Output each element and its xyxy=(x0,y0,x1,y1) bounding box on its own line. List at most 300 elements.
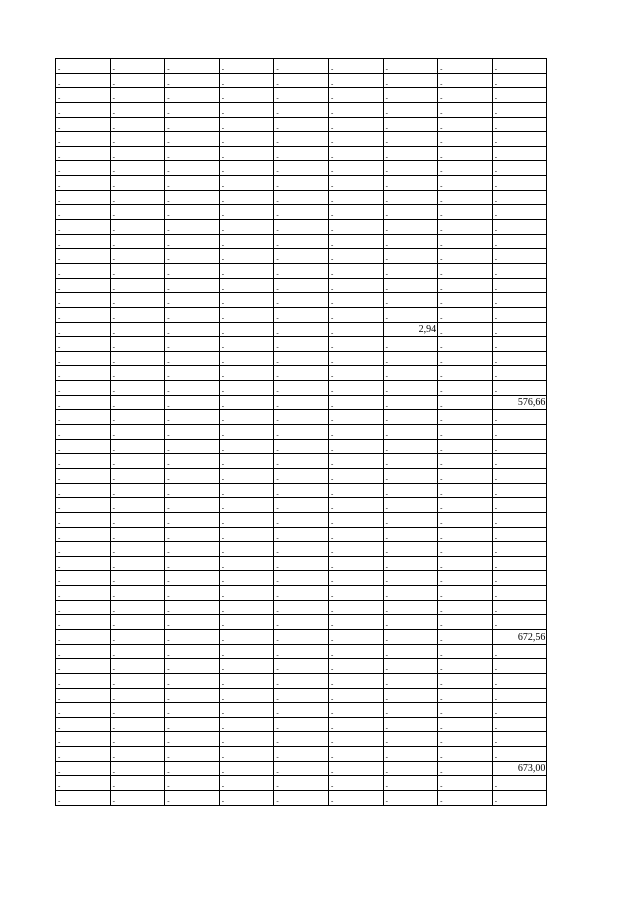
table-cell xyxy=(492,73,547,88)
table-cell xyxy=(56,468,111,483)
cell-dash: - xyxy=(276,518,279,527)
table-cell xyxy=(165,732,220,747)
cell-dash: - xyxy=(494,679,498,688)
table-cell xyxy=(274,761,329,776)
table-cell xyxy=(165,366,220,381)
cell-dash: - xyxy=(385,138,388,147)
table-cell xyxy=(383,673,438,688)
table-cell xyxy=(328,556,383,571)
cell-dash: - xyxy=(276,753,279,762)
cell-dash: - xyxy=(112,167,115,176)
cell-dash: - xyxy=(440,152,443,161)
table-cell xyxy=(56,73,111,88)
cell-dash: - xyxy=(167,182,170,191)
table-cell xyxy=(492,717,547,732)
cell-dash: - xyxy=(221,196,225,205)
table-cell xyxy=(438,425,493,440)
cell-dash: - xyxy=(494,474,498,483)
cell-dash: - xyxy=(330,723,334,732)
table-cell xyxy=(492,366,547,381)
cell-dash: - xyxy=(440,284,443,293)
cell-dash: - xyxy=(440,621,443,630)
table-row xyxy=(56,366,547,381)
cell-dash: - xyxy=(167,196,170,205)
cell-dash: - xyxy=(112,592,115,601)
cell-dash: - xyxy=(330,211,334,220)
cell-dash: - xyxy=(167,782,170,791)
table-cell xyxy=(492,556,547,571)
table-cell xyxy=(110,351,165,366)
cell-dash: - xyxy=(276,460,279,469)
cell-dash: - xyxy=(440,694,443,703)
table-cell xyxy=(328,190,383,205)
table-cell xyxy=(110,132,165,147)
table-cell xyxy=(383,776,438,791)
cell-dash: - xyxy=(276,533,279,542)
cell-dash: - xyxy=(276,313,279,322)
table-row xyxy=(56,673,547,688)
cell-dash: - xyxy=(440,533,443,542)
table-cell xyxy=(438,791,493,806)
cell-dash: - xyxy=(330,665,334,674)
table-cell xyxy=(165,776,220,791)
table-cell xyxy=(219,249,274,264)
cell-dash: - xyxy=(167,679,170,688)
cell-dash: - xyxy=(440,65,443,73)
table-cell xyxy=(492,776,547,791)
cell-dash: - xyxy=(440,255,443,264)
cell-dash: - xyxy=(58,269,61,278)
table-cell xyxy=(383,322,438,337)
cell-dash: - xyxy=(58,533,61,542)
table-cell xyxy=(56,644,111,659)
cell-dash: - xyxy=(58,343,61,352)
table-cell xyxy=(383,307,438,322)
table-cell xyxy=(492,629,547,644)
cell-dash: - xyxy=(276,226,279,235)
table-cell xyxy=(438,468,493,483)
table-cell xyxy=(165,586,220,601)
cell-dash: - xyxy=(221,167,225,176)
cell-dash: - xyxy=(167,284,170,293)
cell-dash: - xyxy=(330,782,334,791)
table-cell xyxy=(165,703,220,718)
table-cell xyxy=(274,776,329,791)
table-cell xyxy=(274,395,329,410)
cell-dash: - xyxy=(330,182,334,191)
table-cell xyxy=(492,146,547,161)
table-row xyxy=(56,190,547,205)
table-cell xyxy=(438,307,493,322)
cell-dash: - xyxy=(494,182,498,191)
table-cell xyxy=(219,454,274,469)
cell-dash: - xyxy=(276,152,279,161)
table-cell xyxy=(219,483,274,498)
cell-dash: - xyxy=(385,94,388,103)
cell-dash: - xyxy=(385,504,388,513)
cell-dash: - xyxy=(221,416,225,425)
cell-dash: - xyxy=(167,211,170,220)
cell-dash: - xyxy=(221,592,225,601)
cell-dash: - xyxy=(58,782,61,791)
table-cell xyxy=(110,161,165,176)
cell-dash: - xyxy=(440,445,443,454)
table-cell xyxy=(274,586,329,601)
table-cell xyxy=(383,747,438,762)
table-row xyxy=(56,629,547,644)
table-cell xyxy=(274,717,329,732)
cell-dash: - xyxy=(112,387,115,396)
table-cell xyxy=(56,278,111,293)
table-cell xyxy=(165,483,220,498)
table-cell xyxy=(165,249,220,264)
cell-dash: - xyxy=(58,592,61,601)
table-cell xyxy=(274,791,329,806)
cell-dash: - xyxy=(385,372,388,381)
table-cell xyxy=(219,117,274,132)
table-cell xyxy=(219,307,274,322)
table-cell xyxy=(438,293,493,308)
cell-dash: - xyxy=(385,665,388,674)
cell-dash: - xyxy=(112,679,115,688)
table-cell xyxy=(328,381,383,396)
table-cell xyxy=(383,498,438,513)
cell-value: 2,94 xyxy=(418,324,437,336)
cell-dash: - xyxy=(440,650,443,659)
cell-dash: - xyxy=(276,416,279,425)
table-cell xyxy=(274,220,329,235)
cell-dash: - xyxy=(385,167,388,176)
table-cell xyxy=(383,717,438,732)
table-cell xyxy=(56,249,111,264)
table-cell xyxy=(56,571,111,586)
cell-dash: - xyxy=(440,431,443,440)
cell-dash: - xyxy=(440,387,443,396)
table-cell xyxy=(438,659,493,674)
cell-dash: - xyxy=(385,284,388,293)
cell-dash: - xyxy=(221,94,225,103)
table-cell xyxy=(219,395,274,410)
table-cell xyxy=(383,220,438,235)
table-cell xyxy=(165,556,220,571)
cell-dash: - xyxy=(440,416,443,425)
cell-dash: - xyxy=(58,504,61,513)
cell-dash: - xyxy=(58,167,61,176)
cell-dash: - xyxy=(112,269,115,278)
table-cell xyxy=(219,351,274,366)
table-cell xyxy=(219,688,274,703)
cell-dash: - xyxy=(167,167,170,176)
table-cell xyxy=(219,747,274,762)
table-cell xyxy=(383,381,438,396)
cell-dash: - xyxy=(385,679,388,688)
cell-dash: - xyxy=(330,431,334,440)
table-cell xyxy=(328,673,383,688)
table-cell xyxy=(383,600,438,615)
table-row xyxy=(56,483,547,498)
table-cell xyxy=(56,263,111,278)
table-row xyxy=(56,161,547,176)
cell-dash: - xyxy=(276,182,279,191)
table-row xyxy=(56,454,547,469)
table-cell xyxy=(165,571,220,586)
cell-dash: - xyxy=(167,533,170,542)
table-cell xyxy=(438,59,493,74)
table-cell xyxy=(328,220,383,235)
table-cell xyxy=(110,263,165,278)
cell-dash: - xyxy=(440,108,443,117)
table-cell xyxy=(383,571,438,586)
table-cell xyxy=(438,527,493,542)
cell-dash: - xyxy=(494,196,498,205)
table-cell xyxy=(383,146,438,161)
table-cell xyxy=(110,542,165,557)
table-cell xyxy=(110,659,165,674)
table-cell xyxy=(56,586,111,601)
table-cell xyxy=(328,629,383,644)
table-cell xyxy=(328,586,383,601)
table-row xyxy=(56,425,547,440)
table-cell xyxy=(383,732,438,747)
table-cell xyxy=(328,132,383,147)
table-cell xyxy=(165,220,220,235)
cell-dash: - xyxy=(221,650,225,659)
table-cell xyxy=(328,73,383,88)
cell-dash: - xyxy=(330,313,334,322)
cell-dash: - xyxy=(440,753,443,762)
cell-dash: - xyxy=(330,635,334,644)
table-cell xyxy=(492,586,547,601)
table-cell xyxy=(328,717,383,732)
cell-dash: - xyxy=(440,328,443,337)
table-cell xyxy=(492,132,547,147)
cell-dash: - xyxy=(112,753,115,762)
table-row xyxy=(56,688,547,703)
cell-dash: - xyxy=(58,138,61,147)
cell-dash: - xyxy=(385,65,388,73)
table-cell xyxy=(383,337,438,352)
cell-dash: - xyxy=(440,182,443,191)
table-cell xyxy=(110,73,165,88)
cell-dash: - xyxy=(440,299,443,308)
cell-dash: - xyxy=(112,401,115,410)
table-cell xyxy=(110,600,165,615)
cell-dash: - xyxy=(167,577,170,586)
cell-dash: - xyxy=(276,665,279,674)
cell-dash: - xyxy=(440,460,443,469)
table-cell xyxy=(383,527,438,542)
cell-dash: - xyxy=(494,753,498,762)
cell-dash: - xyxy=(276,431,279,440)
table-cell xyxy=(110,717,165,732)
cell-dash: - xyxy=(58,79,61,88)
cell-dash: - xyxy=(112,650,115,659)
table-cell xyxy=(328,791,383,806)
cell-dash: - xyxy=(440,562,443,571)
table-cell xyxy=(492,337,547,352)
cell-dash: - xyxy=(440,94,443,103)
cell-dash: - xyxy=(58,240,61,249)
table-cell xyxy=(328,703,383,718)
table-row xyxy=(56,586,547,601)
cell-dash: - xyxy=(440,401,443,410)
table-row xyxy=(56,644,547,659)
cell-dash: - xyxy=(221,152,225,161)
table-cell xyxy=(383,234,438,249)
cell-dash: - xyxy=(221,401,225,410)
cell-dash: - xyxy=(330,767,334,776)
table-cell xyxy=(56,322,111,337)
cell-dash: - xyxy=(330,255,334,264)
table-cell xyxy=(219,600,274,615)
table-cell xyxy=(110,425,165,440)
cell-dash: - xyxy=(330,343,334,352)
table-cell xyxy=(56,205,111,220)
cell-dash: - xyxy=(112,782,115,791)
cell-dash: - xyxy=(221,797,225,806)
table-cell xyxy=(492,351,547,366)
table-cell xyxy=(56,395,111,410)
cell-dash: - xyxy=(494,504,498,513)
cell-dash: - xyxy=(112,284,115,293)
table-cell xyxy=(383,644,438,659)
table-row xyxy=(56,176,547,191)
cell-dash: - xyxy=(385,211,388,220)
table-row xyxy=(56,747,547,762)
table-cell xyxy=(492,278,547,293)
table-cell xyxy=(438,132,493,147)
cell-dash: - xyxy=(112,533,115,542)
table-cell xyxy=(383,263,438,278)
table-cell xyxy=(110,512,165,527)
table-cell xyxy=(56,454,111,469)
cell-dash: - xyxy=(112,226,115,235)
cell-dash: - xyxy=(276,723,279,732)
table-cell xyxy=(438,351,493,366)
table-cell xyxy=(438,512,493,527)
cell-dash: - xyxy=(276,738,279,747)
cell-dash: - xyxy=(385,709,388,718)
table-row xyxy=(56,542,547,557)
table-cell xyxy=(274,468,329,483)
cell-dash: - xyxy=(167,416,170,425)
cell-dash: - xyxy=(330,387,334,396)
table-cell xyxy=(328,322,383,337)
table-cell xyxy=(383,176,438,191)
table-cell xyxy=(492,263,547,278)
cell-dash: - xyxy=(330,679,334,688)
table-cell xyxy=(56,117,111,132)
table-cell xyxy=(219,381,274,396)
cell-dash: - xyxy=(494,621,498,630)
cell-dash: - xyxy=(494,313,498,322)
cell-dash: - xyxy=(167,650,170,659)
table-cell xyxy=(56,59,111,74)
table-cell xyxy=(438,322,493,337)
table-cell xyxy=(56,337,111,352)
cell-dash: - xyxy=(330,79,334,88)
table-cell xyxy=(110,527,165,542)
cell-dash: - xyxy=(58,650,61,659)
table-cell xyxy=(492,747,547,762)
table-row xyxy=(56,512,547,527)
table-cell xyxy=(165,761,220,776)
cell-dash: - xyxy=(58,431,61,440)
table-cell xyxy=(274,132,329,147)
table-cell xyxy=(165,425,220,440)
cell-dash: - xyxy=(112,328,115,337)
table-row xyxy=(56,761,547,776)
table-cell xyxy=(165,234,220,249)
table-row xyxy=(56,717,547,732)
cell-dash: - xyxy=(330,621,334,630)
cell-dash: - xyxy=(221,328,225,337)
table-cell xyxy=(165,644,220,659)
cell-dash: - xyxy=(276,767,279,776)
cell-dash: - xyxy=(440,372,443,381)
cell-dash: - xyxy=(58,94,61,103)
table-cell xyxy=(328,278,383,293)
cell-dash: - xyxy=(385,431,388,440)
table-cell xyxy=(328,659,383,674)
cell-dash: - xyxy=(330,416,334,425)
cell-dash: - xyxy=(221,269,225,278)
cell-dash: - xyxy=(167,460,170,469)
table-cell xyxy=(56,439,111,454)
table-row xyxy=(56,498,547,513)
table-cell xyxy=(438,586,493,601)
cell-dash: - xyxy=(58,694,61,703)
cell-dash: - xyxy=(58,606,61,615)
cell-dash: - xyxy=(385,299,388,308)
cell-dash: - xyxy=(167,123,170,132)
cell-dash: - xyxy=(112,372,115,381)
table-cell xyxy=(438,190,493,205)
cell-dash: - xyxy=(276,108,279,117)
cell-dash: - xyxy=(385,445,388,454)
cell-dash: - xyxy=(440,665,443,674)
cell-dash: - xyxy=(112,504,115,513)
table-cell xyxy=(274,176,329,191)
cell-dash: - xyxy=(112,665,115,674)
cell-dash: - xyxy=(276,299,279,308)
table-cell xyxy=(328,263,383,278)
cell-dash: - xyxy=(167,606,170,615)
table-cell xyxy=(165,512,220,527)
table-cell xyxy=(438,717,493,732)
cell-dash: - xyxy=(494,211,498,220)
cell-dash: - xyxy=(58,738,61,747)
cell-dash: - xyxy=(330,108,334,117)
cell-dash: - xyxy=(385,797,388,806)
cell-dash: - xyxy=(221,753,225,762)
cell-dash: - xyxy=(385,592,388,601)
table-cell xyxy=(438,381,493,396)
cell-dash: - xyxy=(440,269,443,278)
table-cell xyxy=(438,366,493,381)
table-cell xyxy=(328,468,383,483)
cell-dash: - xyxy=(221,665,225,674)
cell-dash: - xyxy=(385,577,388,586)
table-cell xyxy=(56,132,111,147)
table-cell xyxy=(56,615,111,630)
table-cell xyxy=(328,483,383,498)
cell-dash: - xyxy=(58,182,61,191)
cell-dash: - xyxy=(221,738,225,747)
table-cell xyxy=(110,571,165,586)
cell-dash: - xyxy=(112,196,115,205)
table-cell xyxy=(110,791,165,806)
